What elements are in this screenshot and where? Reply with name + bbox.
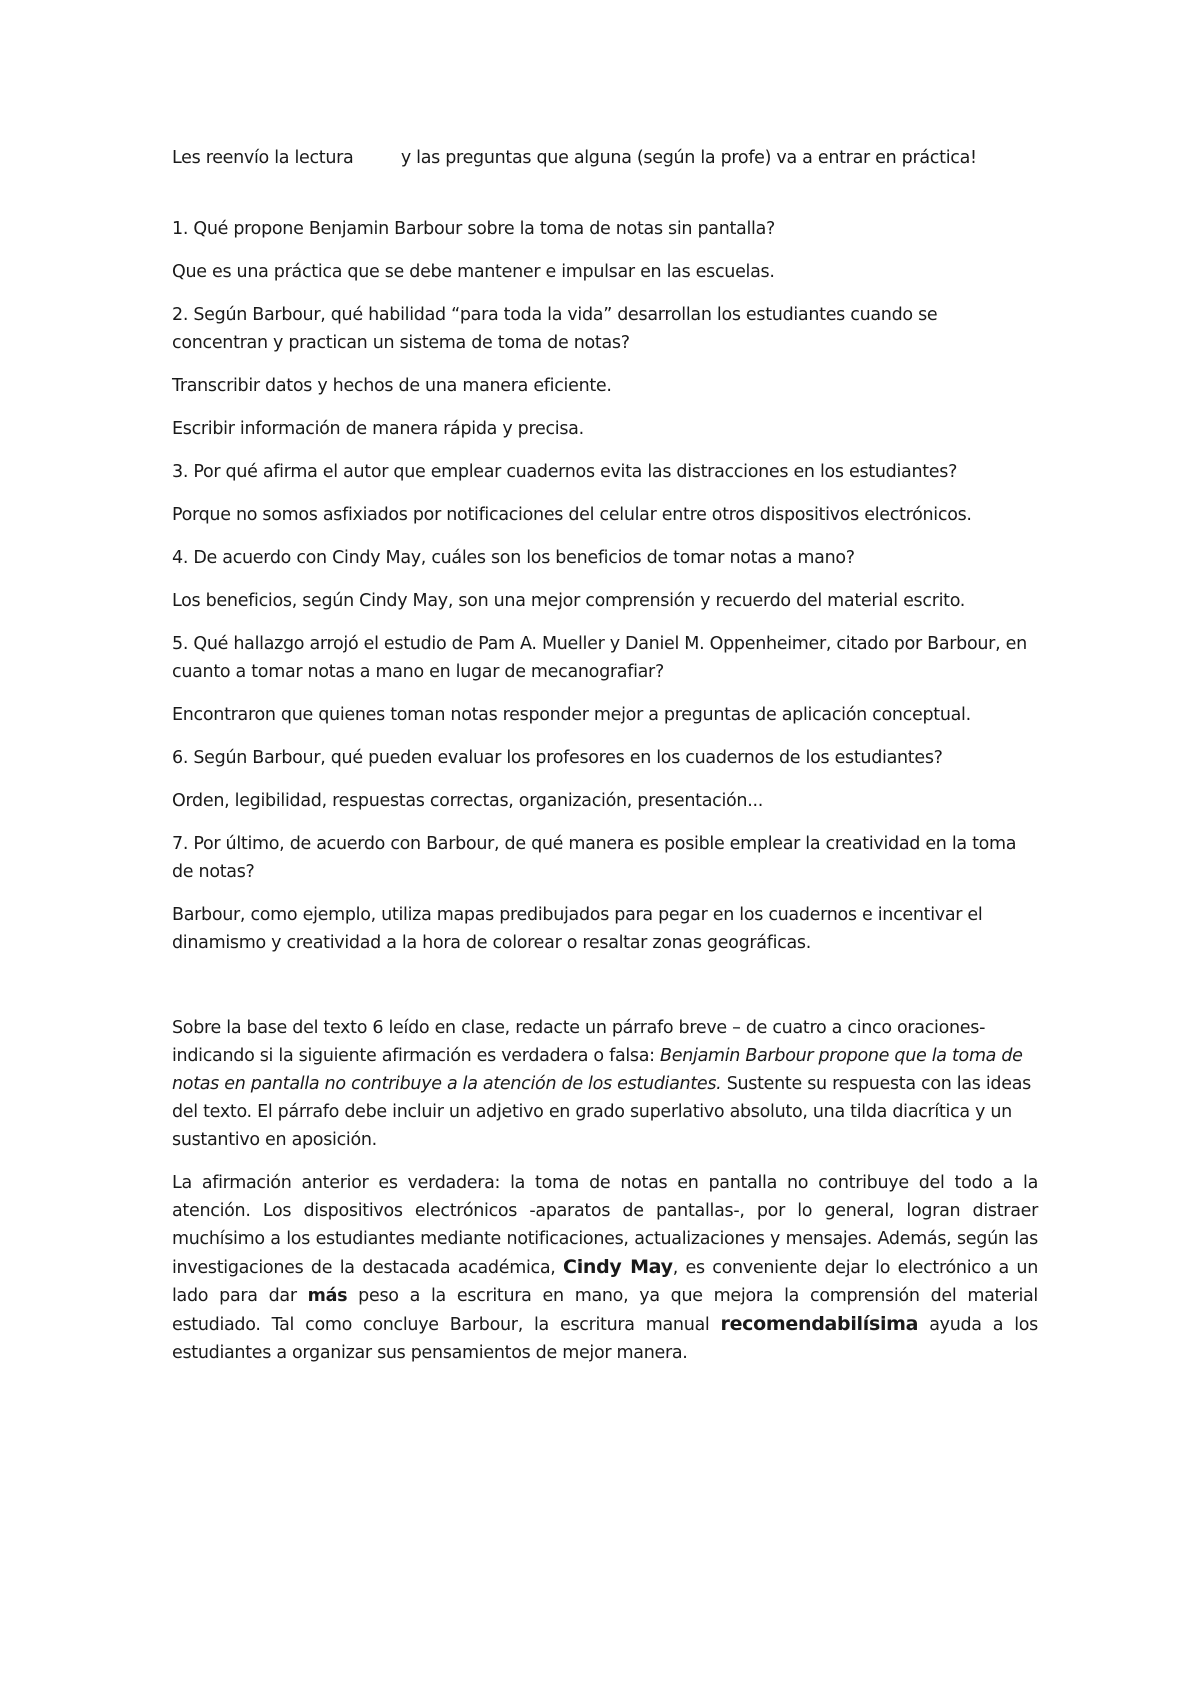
answer-bold-superlative: recomendabilísima — [720, 1313, 919, 1335]
task-statement: Benjamin Barbour propone que la toma de notas en pantalla no contribuye a la atención de los estudiantes. — [172, 1046, 1023, 1094]
question-6: 6. Según Barbour, qué pueden evaluar los profesores en los cuadernos de los estudiantes? — [172, 748, 943, 768]
answer-3: Porque no somos asfixiados por notificaciones del celular entre otros dispositivos electrónicos. — [172, 505, 972, 525]
answer-part-4: ayuda a los estudiantes a organizar sus pensamientos de mejor manera. — [172, 1315, 1038, 1363]
answer-bold-diacritic: más — [307, 1286, 348, 1306]
document-page — [172, 144, 1038, 1367]
answer-2b: Escribir información de manera rápida y precisa. — [172, 419, 584, 439]
intro-text-end: y las preguntas que alguna (según la profe) va a entrar en práctica! — [400, 148, 977, 168]
question-5: 5. Qué hallazgo arrojó el estudio de Pam A. Mueller y Daniel M. Oppenheimer, citado por Barbour, en cuanto a tomar notas a mano en lugar de mecanografiar? — [172, 634, 1027, 682]
answer-1: Que es una práctica que se debe mantener e impulsar en las escuelas. — [172, 262, 775, 282]
writing-task — [172, 1014, 1038, 1154]
task-lead: Sobre la base del texto 6 leído en clase, redacte un párrafo breve – de cuatro a cinco oraciones- indicando si la siguiente afirmación es verdadera o falsa: — [172, 1018, 986, 1066]
answer-part-1: La afirmación anterior es verdadera: la toma de notas en pantalla no contribuye del todo a la atención. Los dispositivos electrónicos -aparatos de pantallas-, por lo general, logran distraer muchísimo a los estudiantes mediante notificaciones, actualizaciones y mensajes. Además, según las investigaciones de la destacada académica, — [172, 1173, 1038, 1278]
questions-and-answers — [172, 215, 1038, 957]
intro-line — [172, 144, 1038, 172]
question-1: 1. Qué propone Benjamin Barbour sobre la toma de notas sin pantalla? — [172, 219, 776, 239]
question-7: 7. Por último, de acuerdo con Barbour, de qué manera es posible emplear la creatividad en la toma de notas? — [172, 834, 1017, 882]
answer-bold-name: Cindy May — [563, 1256, 673, 1278]
answer-2a: Transcribir datos y hechos de una manera eficiente. — [172, 376, 612, 396]
answer-6: Orden, legibilidad, respuestas correctas, organización, presentación... — [172, 791, 764, 811]
answer-7: Barbour, como ejemplo, utiliza mapas predibujados para pegar en los cuadernos e incentivar el dinamismo y creatividad a la hora de colorear o resaltar zonas geográficas. — [172, 905, 983, 953]
intro-text-start: Les reenvío la lectura — [172, 148, 354, 168]
answer-5: Encontraron que quienes toman notas responder mejor a preguntas de aplicación conceptual. — [172, 705, 971, 725]
task-answer-paragraph — [172, 1169, 1038, 1367]
answer-part-3: peso a la escritura en mano, ya que mejora la comprensión del material estudiado. Tal como concluye Barbour, la escritura manual — [172, 1286, 1038, 1335]
task-tail: Sustente su respuesta con las ideas del texto. El párrafo debe incluir un adjetivo en grado superlativo absoluto, una tilda diacrítica y un sustantivo en aposición. — [172, 1074, 1031, 1150]
question-3: 3. Por qué afirma el autor que emplear cuadernos evita las distracciones en los estudiantes? — [172, 462, 958, 482]
answer-part-2: , es conveniente dejar lo electrónico a un lado para dar — [172, 1258, 1039, 1306]
question-2: 2. Según Barbour, qué habilidad “para toda la vida” desarrollan los estudiantes cuando se concentran y practican un sistema de toma de notas? — [172, 305, 938, 353]
intro-gap — [353, 148, 400, 168]
question-4: 4. De acuerdo con Cindy May, cuáles son los beneficios de tomar notas a mano? — [172, 548, 855, 568]
answer-4: Los beneficios, según Cindy May, son una mejor comprensión y recuerdo del material escrito. — [172, 591, 966, 611]
